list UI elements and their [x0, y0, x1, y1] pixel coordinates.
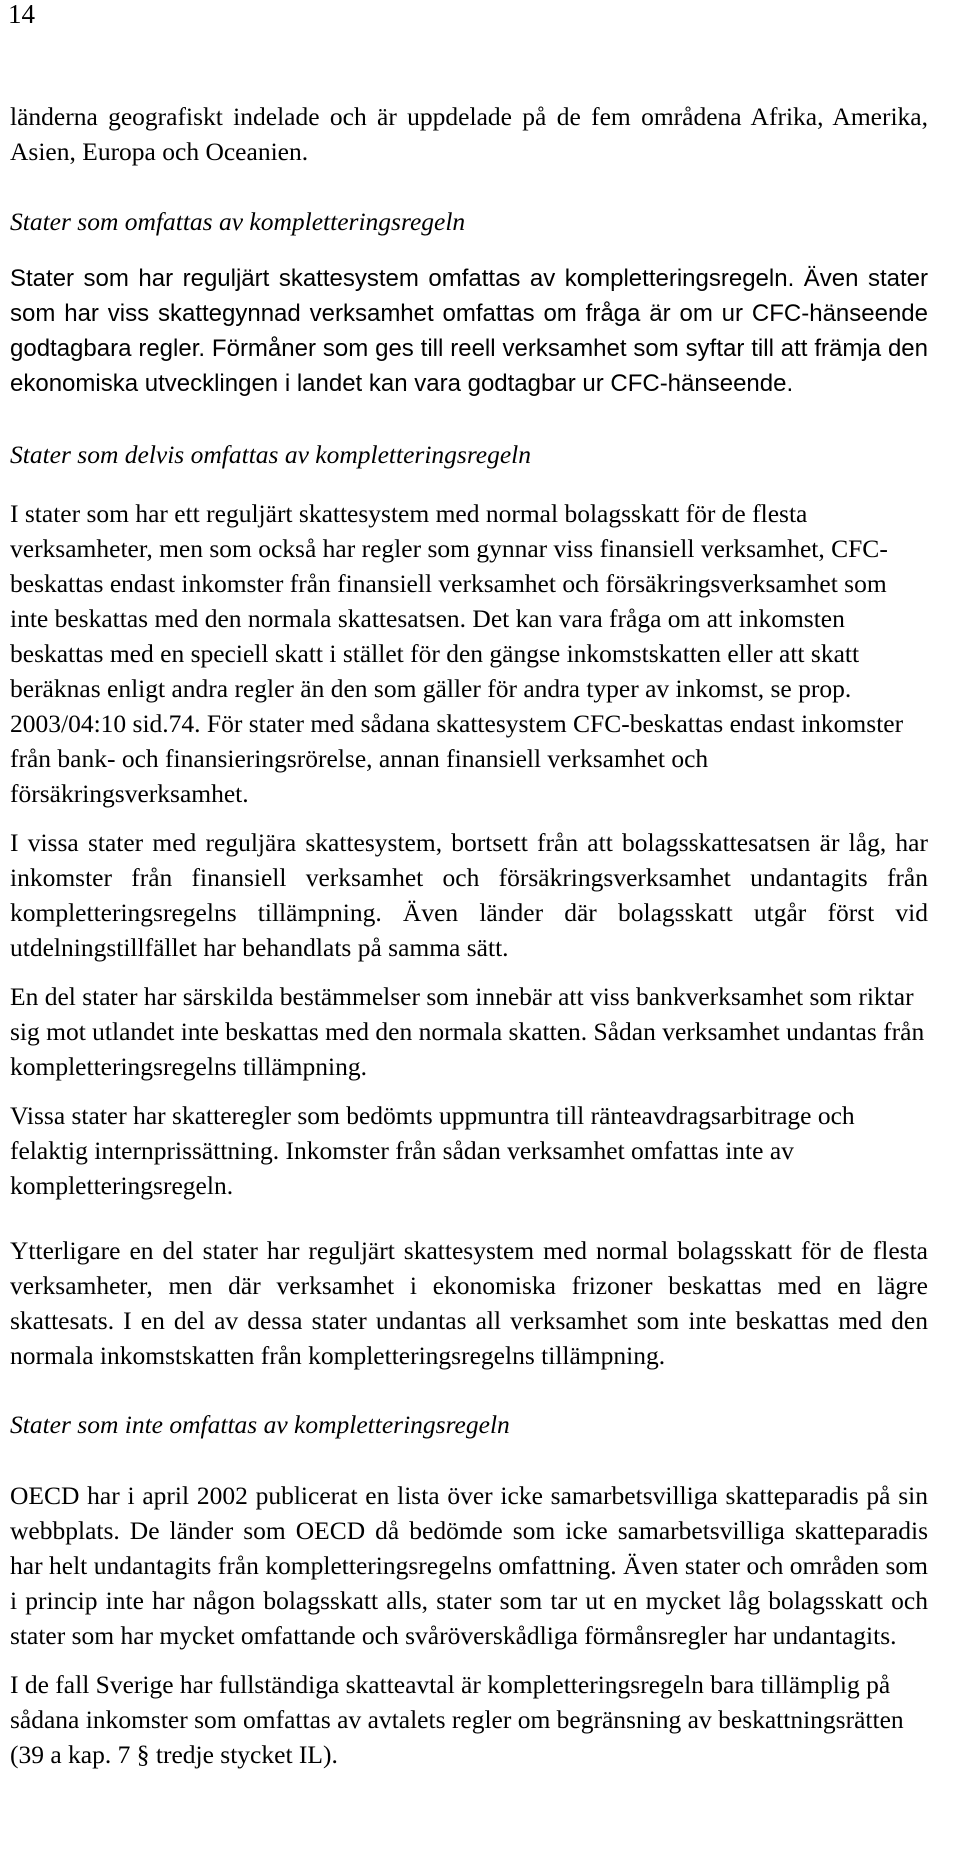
paragraph-partial-2: I vissa stater med reguljära skattesystem, bortsett från att bolagsskattesatsen är låg, har inkomster från finansiell verksamhet och försäkringsverksamhet undantagits från kompletteringsregelns tillämpning. Även länder där bolagsskatt utgår först vid utdelningstillfället har behandlats på samma sätt.: [10, 828, 928, 962]
paragraph-partial-4: Vissa stater har skatteregler som bedömts uppmuntra till ränteavdragsarbitrage och felaktig internprissättning. Inkomster från sådan verksamhet omfattas inte av kompletteringsregeln.: [10, 1101, 855, 1200]
paragraph-partial-5: Ytterligare en del stater har reguljärt skattesystem med normal bolagsskatt för de flesta verksamheter, men där verksamhet i ekonomiska frizoner beskattas med en lägre skattesats. I en del av dessa stater undantas all verksamhet som inte beskattas med den normala inkomstskatten från kompletteringsregelns tillämpning.: [10, 1236, 928, 1370]
intro-paragraph: länderna geografiskt indelade och är uppdelade på de fem områdena Afrika, Amerika, Asien, Europa och Oceanien.: [10, 102, 928, 166]
section-heading-no-coverage: Stater som inte omfattas av kompletteringsregeln: [10, 1410, 510, 1439]
paragraph-none-1: OECD har i april 2002 publicerat en lista över icke samarbetsvilliga skatteparadis på sin webbplats. De länder som OECD då bedömde som icke samarbetsvilliga skatteparadis har helt undantagits från kompletteringsregelns omfattning. Även stater och områden som i princip inte har någon bolagsskatt alls, stater som tar ut en mycket låg bolagsskatt och stater som har mycket omfattande och svåröverskådliga förmånsregler har undantagits.: [10, 1481, 928, 1650]
page-number: 14: [8, 0, 35, 29]
paragraph-partial-3: En del stater har särskilda bestämmelser som innebär att viss bankverksamhet som riktar sig mot utlandet inte beskattas med den normala skatten. Sådan verksamhet undantas från kompletteringsregelns tillämpning.: [10, 982, 925, 1081]
paragraph-none-2: I de fall Sverige har fullständiga skatteavtal är kompletteringsregeln bara tillämplig på sådana inkomster som omfattas av avtalets regler om begränsning av beskattningsrätten (39 a kap. 7 § tredje stycket IL).: [10, 1670, 904, 1769]
section-heading-full-coverage: Stater som omfattas av kompletteringsregeln: [10, 207, 466, 236]
paragraph-full-coverage: Stater som har reguljärt skattesystem omfattas av kompletteringsregeln. Även stater som har viss skattegynnad verksamhet omfattas om fråga är om ur CFC-hänseende godtagbara regler. Förmåner som ges till reell verksamhet som syftar till att främja den ekonomiska utvecklingen i landet kan vara godtagbar ur CFC-hänseende.: [10, 265, 928, 397]
section-heading-partial-coverage: Stater som delvis omfattas av kompletteringsregeln: [10, 440, 532, 469]
page-content: [10, 99, 928, 1772]
paragraph-partial-1: I stater som har ett reguljärt skattesystem med normal bolagsskatt för de flesta verksamheter, men som också har regler som gynnar viss finansiell verksamhet, CFC-beskattas endast inkomster från finansiell verksamhet och försäkringsverksamhet som inte beskattas med den normala skattesatsen. Det kan vara fråga om att inkomsten beskattas med en speciell skatt i stället för den gängse inkomstskatten eller att skatt beräknas enligt andra regler än den som gäller för andra typer av inkomst, se prop. 2003/04:10 sid.74. För stater med sådana skattesystem CFC-beskattas endast inkomster från bank- och finansieringsrörelse, annan finansiell verksamhet och försäkringsverksamhet.: [10, 499, 904, 808]
